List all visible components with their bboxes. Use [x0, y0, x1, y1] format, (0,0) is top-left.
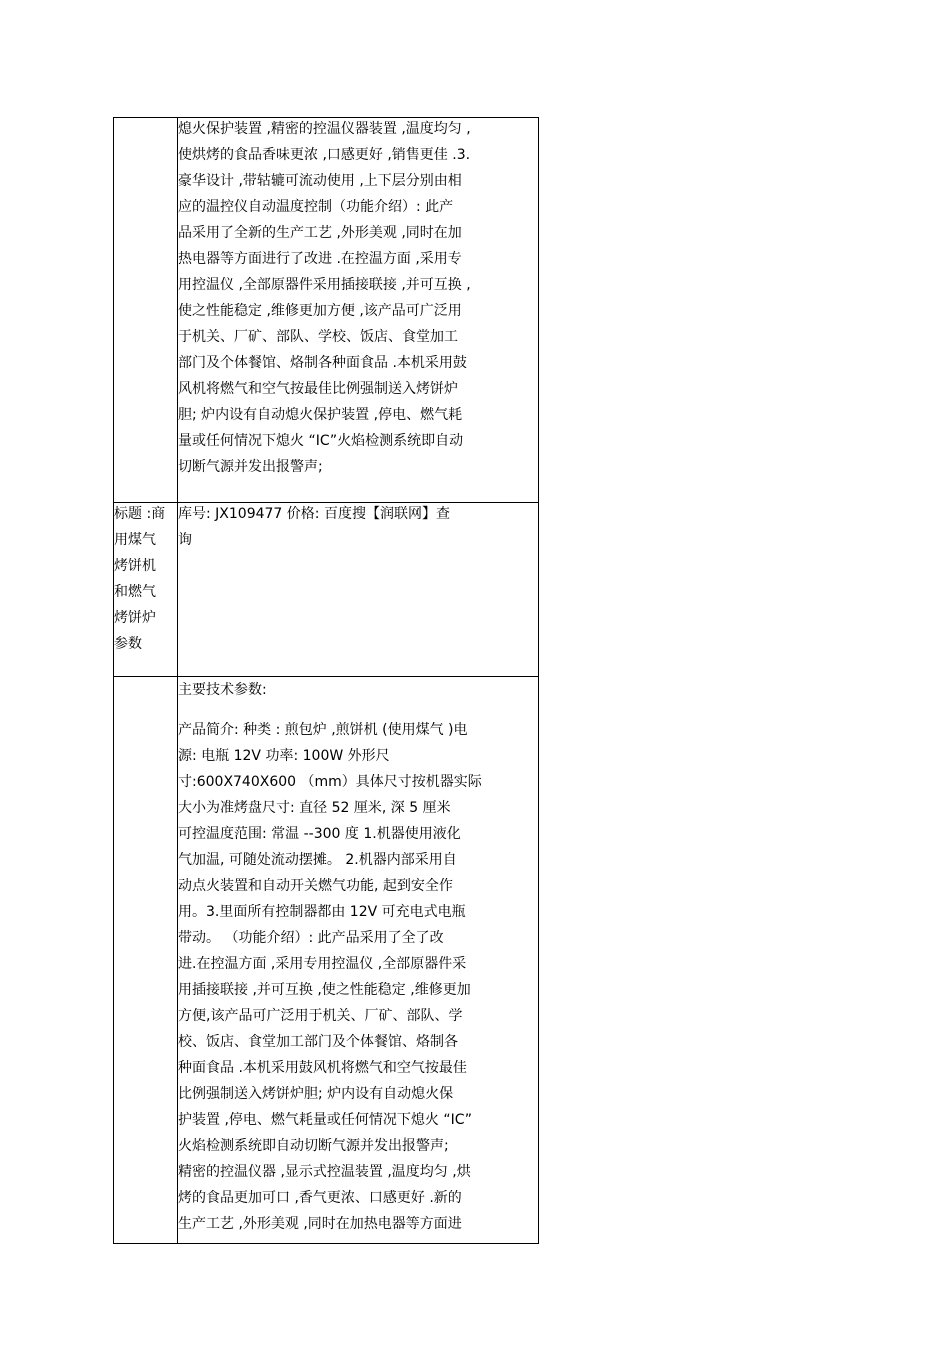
row3-content-cell — [178, 677, 539, 1244]
text-line: 比例强制送入烤饼炉胆; 炉内设有自动熄火保 — [178, 1086, 454, 1102]
text-line: 进.在控温方面 ,采用专用控温仪 ,全部原器件采 — [178, 956, 467, 972]
text-line: 风机将燃气和空气按最佳比例强制送入烤饼炉 — [178, 381, 458, 397]
text-line: 种面食品 .本机采用鼓风机将燃气和空气按最佳 — [178, 1060, 467, 1076]
text-line: 部门及个体餐馆、烙制各种面食品 .本机采用鼓 — [178, 355, 467, 371]
text-line: 源: 电瓶 12V 功率: 100W 外形尺 — [178, 748, 390, 764]
table-row — [114, 503, 539, 677]
label-line: 用煤气 — [114, 532, 156, 548]
row1-text — [178, 118, 538, 481]
text-line: 库号: JX109477 价格: 百度搜【润联网】查 — [178, 506, 450, 522]
row2-label-cell — [114, 503, 178, 677]
text-line: 于机关、厂矿、部队、学校、饭店、食堂加工 — [178, 329, 458, 345]
text-line: 胆; 炉内设有自动熄火保护装置 ,停电、燃气耗 — [178, 407, 463, 423]
label-line: 烤饼炉 — [114, 610, 156, 626]
text-line: 品采用了全新的生产工艺 ,外形美观 ,同时在加 — [178, 225, 462, 241]
label-line: 参数 — [114, 636, 142, 652]
row2-text — [178, 503, 538, 554]
paragraph-gap — [178, 703, 538, 717]
text-line: 可控温度范围: 常温 --300 度 1.机器使用液化 — [178, 826, 461, 842]
text-line: 熄火保护装置 ,精密的控温仪器装置 ,温度均匀 , — [178, 121, 471, 137]
text-line: 大小为准烤盘尺寸: 直径 52 厘米, 深 5 厘米 — [178, 800, 451, 816]
text-line: 豪华设计 ,带轱辘可流动使用 ,上下层分别由相 — [178, 173, 462, 189]
text-line: 询 — [178, 532, 192, 548]
parameter-table — [113, 117, 539, 1244]
label-line: 和燃气 — [114, 584, 156, 600]
text-line: 使烘烤的食品香味更浓 ,口感更好 ,销售更佳 .3. — [178, 147, 471, 163]
text-line: 校、饭店、食堂加工部门及个体餐馆、烙制各 — [178, 1034, 458, 1050]
text-line: 使之性能稳定 ,维修更加方便 ,该产品可广泛用 — [178, 303, 462, 319]
text-line: 护装置 ,停电、燃气耗量或任何情况下熄火 “IC” — [178, 1112, 473, 1128]
text-line: 方便,该产品可广泛用于机关、厂矿、部队、学 — [178, 1008, 463, 1024]
text-line: 精密的控温仪器 ,显示式控温装置 ,温度均匀 ,烘 — [178, 1164, 471, 1180]
text-line: 带动。 （功能介绍）: 此产品采用了全了改 — [178, 930, 444, 946]
text-line: 用控温仪 ,全部原器件采用插接联接 ,并可互换 , — [178, 277, 471, 293]
text-line: 寸:600X740X600 （mm）具体尺寸按机器实际 — [178, 774, 482, 790]
table-row — [114, 677, 539, 1244]
row2-label — [114, 503, 177, 658]
text-line: 切断气源并发出报警声; — [178, 459, 323, 475]
text-line: 动点火装置和自动开关燃气功能, 起到安全作 — [178, 878, 453, 894]
text-line: 热电器等方面进行了改进 .在控温方面 ,采用专 — [178, 251, 462, 267]
text-line: 应的温控仪自动温度控制（功能介绍）: 此产 — [178, 199, 454, 215]
label-line: 标题 :商 — [114, 506, 166, 522]
text-line: 产品简介: 种类 : 煎包炉 ,煎饼机 (使用煤气 )电 — [178, 722, 468, 738]
text-line: 用。3.里面所有控制器都由 12V 可充电式电瓶 — [178, 904, 466, 920]
section-heading: 主要技术参数: — [178, 682, 267, 698]
text-line: 烤的食品更加可口 ,香气更浓、口感更好 .新的 — [178, 1190, 462, 1206]
text-line: 生产工艺 ,外形美观 ,同时在加热电器等方面进 — [178, 1216, 462, 1232]
row3-text — [178, 677, 538, 1237]
text-line: 气加温, 可随处流动摆摊。 2.机器内部采用自 — [178, 852, 457, 868]
text-line: 量或任何情况下熄火 “IC”火焰检测系统即自动 — [178, 433, 464, 449]
label-line: 烤饼机 — [114, 558, 156, 574]
table-row — [114, 118, 539, 503]
text-line: 火焰检测系统即自动切断气源并发出报警声; — [178, 1138, 449, 1154]
row2-content-cell — [178, 503, 539, 677]
row3-label-cell — [114, 677, 178, 1244]
row1-content-cell — [178, 118, 539, 503]
row1-label-cell — [114, 118, 178, 503]
text-line: 用插接联接 ,并可互换 ,使之性能稳定 ,维修更加 — [178, 982, 471, 998]
